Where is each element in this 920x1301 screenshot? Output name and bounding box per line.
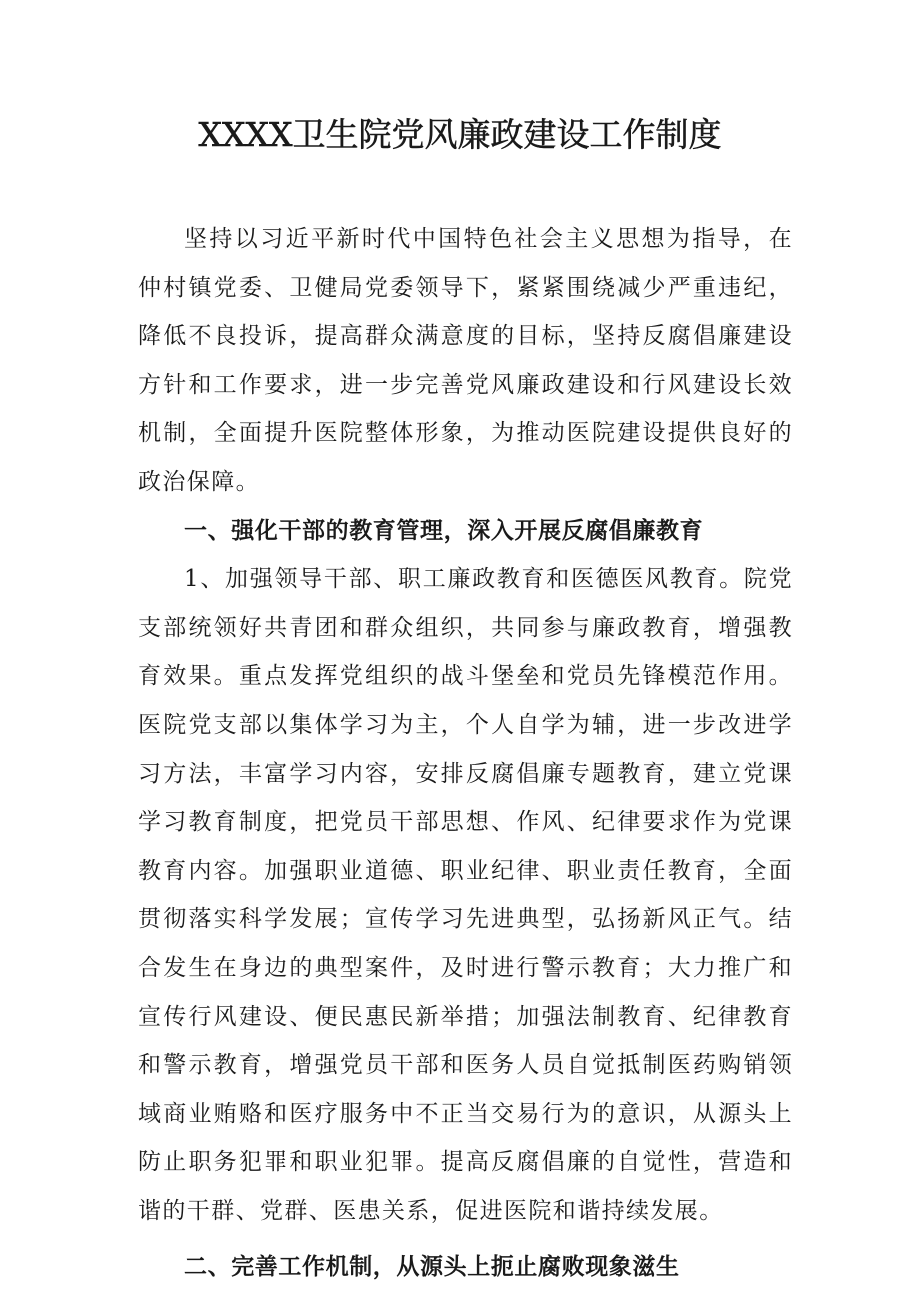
document-title: XXXX卫生院党风廉政建设工作制度 — [198, 115, 722, 154]
section-1-heading: 一、强化干部的教育管理，深入开展反腐倡廉教育 — [184, 517, 704, 544]
section-2-heading: 二、完善工作机制，从源头上扼止腐败现象滋生 — [184, 1254, 680, 1281]
document-body — [138, 215, 793, 1292]
intro-paragraph: 坚持以习近平新时代中国特色社会主义思想为指导，在仲村镇党委、卫健局党委领导下，紧紧围绕减少严重违纪，降低不良投诉，提高群众满意度的目标，坚持反腐倡廉建设方针和工作要求，进一步完善党风廉政建设和行风建设长效机制，全面提升医院整体形象，为推动医院建设提供良好的政治保障。 — [138, 226, 793, 495]
section-1-item-1-paragraph: 1、加强领导干部、职工廉政教育和医德医风教育。院党支部统领好共青团和群众组织，共同参与廉政教育，增强教育效果。重点发挥党组织的战斗堡垒和党员先锋模范作用。医院党支部以集体学习为主，个人自学为辅，进一步改进学习方法，丰富学习内容，安排反腐倡廉专题教育，建立党课学习教育制度，把党员干部思想、作风、纪律要求作为党课教育内容。加强职业道德、职业纪律、职业责任教育，全面贯彻落实科学发展；宣传学习先进典型，弘扬新风正气。结合发生在身边的典型案件，及时进行警示教育；大力推广和宣传行风建设、便民惠民新举措；加强法制教育、纪律教育和警示教育，增强党员干部和医务人员自觉抵制医药购销领域商业贿赂和医疗服务中不正当交易行为的意识，从源头上防止职务犯罪和职业犯罪。提高反腐倡廉的自觉性，营造和谐的干群、党群、医患关系，促进医院和谐持续发展。 — [138, 566, 793, 1224]
